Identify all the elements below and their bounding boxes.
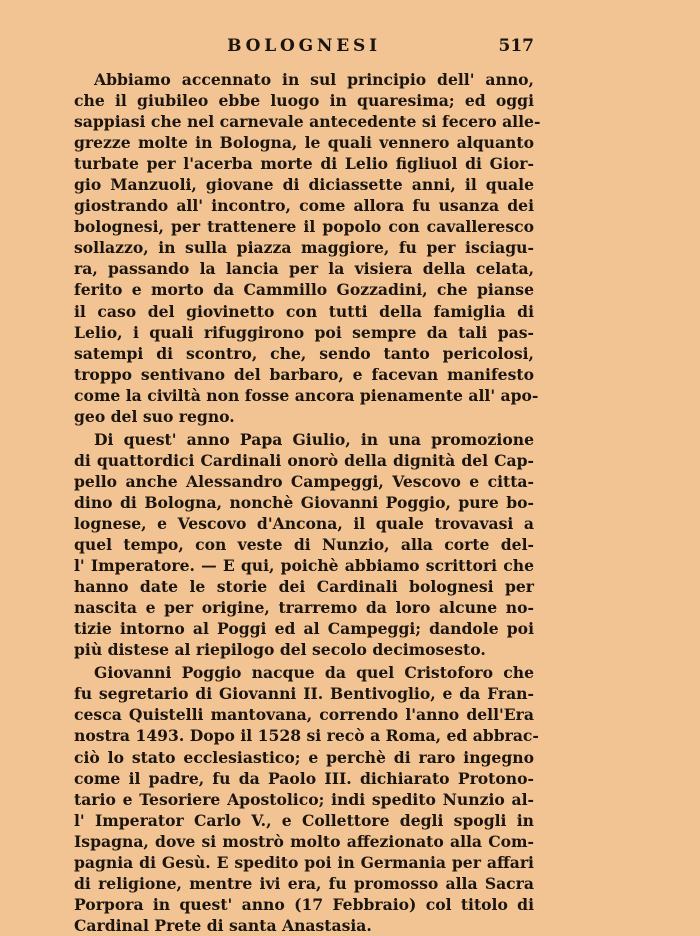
text-line: che il giubileo ebbe luogo in quaresima; ed oggi (74, 91, 534, 111)
text-line: il caso del giovinetto con tutti della famiglia di (74, 301, 534, 321)
text-line: Di quest' anno Papa Giulio, in una promozione (94, 429, 534, 449)
text-line: sappiasi che nel carnevale antecedente si fecero alle- (74, 112, 541, 132)
text-line: Lelio, i quali rifuggirono poi sempre da tali pas- (74, 322, 534, 342)
text-line: troppo sentivano del barbaro, e facevan manifesto (74, 364, 534, 384)
text-line: Ispagna, dove si mostrò molto affezionato alla Com- (74, 831, 534, 851)
text-line: quel tempo, con veste di Nunzio, alla corte del- (74, 535, 534, 555)
paragraph (74, 662, 539, 936)
text-line: pagnia di Gesù. E spedito poi in Germania per affari (74, 852, 534, 872)
text-line: Cardinal Prete di santa Anastasia. (74, 915, 372, 935)
text-line: tizie intorno al Poggi ed al Campeggi; dandole poi (74, 619, 534, 639)
text-line: giostrando all' incontro, come allora fu usanza dei (74, 196, 534, 216)
text-line: più distese al riepilogo del secolo decimosesto. (74, 640, 486, 660)
text-line: hanno date le storie dei Cardinali bolognesi per (74, 577, 534, 597)
text-line: gio Manzuoli, giovane di diciassette anni, il quale (74, 175, 534, 195)
text-line: ciò lo stato ecclesiastico; e perchè di raro ingegno (74, 747, 534, 767)
text-line: come il padre, fu da Paolo III. dichiarato Protono- (74, 768, 534, 788)
text-line: ra, passando la lancia per la visiera della celata, (74, 259, 534, 279)
text-line: lognese, e Vescovo d'Ancona, il quale trovavasi a (74, 513, 534, 533)
text-line: di quattordici Cardinali onorò della dignità del Cap- (74, 450, 534, 470)
page-number: 517 (498, 36, 534, 56)
text-line: l' Imperatore. — E qui, poichè abbiamo scrittori che (74, 556, 534, 576)
text-line: bolognesi, per trattenere il popolo con cavalleresco (74, 217, 534, 237)
text-line: dino di Bologna, nonchè Giovanni Poggio, pure bo- (74, 492, 534, 512)
body-text (74, 69, 541, 936)
text-line: sollazzo, in sulla piazza maggiore, fu per isciagu- (74, 238, 534, 258)
text-line: Abbiamo accennato in sul principio dell' anno, (94, 70, 534, 89)
running-head (74, 36, 534, 62)
text-line: l' Imperator Carlo V., e Collettore degli spogli in (74, 810, 534, 830)
text-line: geo del suo regno. (74, 406, 235, 426)
text-line: turbate per l'acerba morte di Lelio figliuol di Gior- (74, 154, 534, 174)
text-line: nascita e per origine, trarremo da loro alcune no- (74, 598, 534, 618)
text-line: satempi di scontro, che, sendo tanto pericolosi, (74, 343, 534, 363)
text-line: di religione, mentre ivi era, fu promosso alla Sacra (74, 873, 534, 893)
text-line: grezze molte in Bologna, le quali vennero alquanto (74, 133, 534, 153)
text-line: pello anche Alessandro Campeggi, Vescovo e citta- (74, 471, 534, 491)
text-line: Porpora in quest' anno (17 Febbraio) col titolo di (74, 894, 534, 914)
text-line: nostra 1493. Dopo il 1528 si recò a Roma, ed abbrac- (74, 726, 539, 746)
text-line: come la civiltà non fosse ancora pienamente all' apo- (74, 385, 539, 405)
paragraph (74, 69, 541, 427)
text-line: fu segretario di Giovanni II. Bentivoglio, e da Fran- (74, 684, 534, 704)
text-line: tario e Tesoriere Apostolico; indi spedito Nunzio al- (74, 789, 534, 809)
text-line: cesca Quistelli mantovana, correndo l'anno dell'Era (74, 705, 534, 725)
text-line: Giovanni Poggio nacque da quel Cristoforo che (94, 663, 534, 683)
paragraph (74, 429, 534, 661)
text-line: ferito e morto da Cammillo Gozzadini, che pianse (74, 280, 534, 300)
running-title: BOLOGNESI (227, 36, 381, 56)
